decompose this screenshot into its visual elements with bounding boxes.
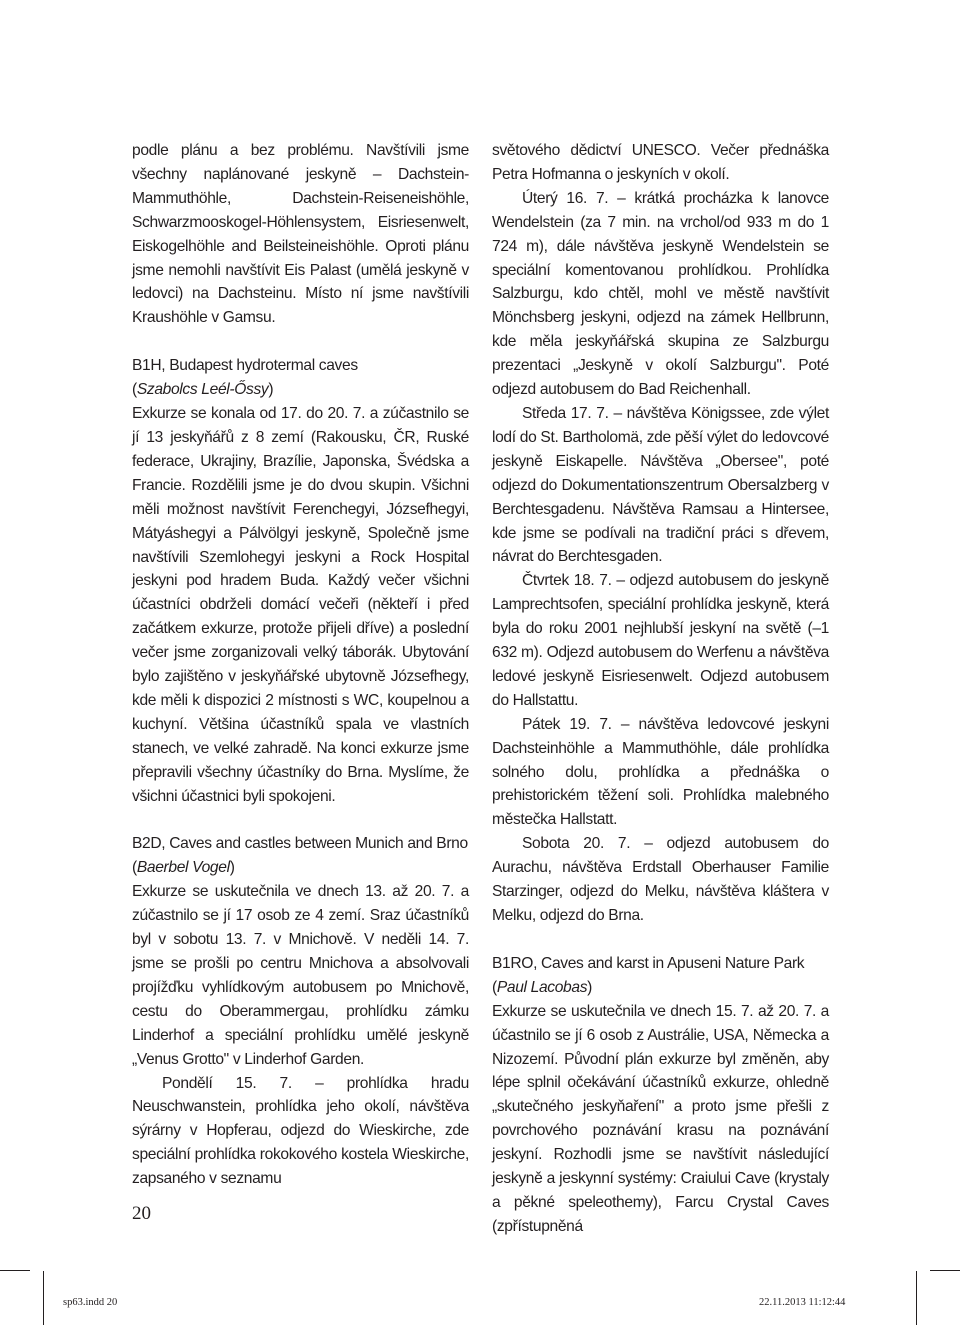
leader-name: Baerbel Vogel (136, 859, 230, 877)
paragraph: Úterý 16. 7. – krátká procházka k lanovce Wendelstein (za 7 min. na vrchol/od 933 m do 1 724 m), dále návštěva jeskyně Wendelstein se speciální komentovanou prohlídkou. Prohlídka Salzburgu, kdo chtěl, mohl ve městě navštívit Mönchsberg jeskyni, odjezd na zámek Hellbrunn, kde měla jeskyňářská skupina ze Salzburgu prezentaci „Jeskyně v okolí Salzburgu". Poté odjezd autobusem do Bad Reichenhall. (492, 189, 829, 399)
page-number: 20 (132, 1203, 151, 1224)
paragraph: podle plánu a bez problému. Navštívili jsme všechny naplánované jeskyně – Dachstein-Mammuthöhle, Dachstein-Reiseneishöhle, Schwarzmooskogel-Höhlensystem, Eisriesenwelt, Eiskogelhöhle and Beilsteineishöhle. Oproti plánu jsme nemohli navštívit Eis Palast (umělá jeskyně v ledovci) na Dachsteinu. Místo ní jsme navštívili Kraushöhle v Gamsu. (132, 142, 469, 327)
paragraph: Pondělí 15. 7. – prohlídka hradu Neuschwanstein, prohlídka jeho okolí, návštěva sýrárny v Hopferau, odjezd do Wieskirche, zde speciální prohlídka rokokového kostela Wieskirche, zapsaného v seznamu (132, 1074, 469, 1188)
right-column (492, 139, 829, 1239)
paragraph: Čtvrtek 18. 7. – odjezd autobusem do jeskyně Lamprechtsofen, speciální prohlídka jeskyně, která byla do roku 2001 nejhlubší jeskyní na světě (–1 632 m). Odjezd autobusem do Werfenu a návštěva ledové jeskyně Eisriesenwelt. Odjezd autobusem do Hallstattu. (492, 572, 829, 709)
left-column (132, 139, 469, 1191)
paragraph: Středa 17. 7. – návštěva Königssee, zde výlet lodí do St. Bartholomä, zde pěší výlet do ledovcové jeskyně Eiskapelle. Návštěva „Obersee", poté odjezd do Dokumentationszentrum Obersalzberg v Berchtesgadenu. Návštěva Ramsau a Hintersee, kde jsme se podívali na tradiční práci s dřevem, návrat do Berchtesgaden. (492, 404, 829, 566)
section-leader: (Paul Lacobas) (492, 978, 592, 996)
crop-mark (916, 1271, 917, 1325)
paragraph: světového dědictví UNESCO. Večer přednáška Petra Hofmanna o jeskyních v okolí. (492, 142, 829, 183)
section-title: B1RO, Caves and karst in Apuseni Nature Park (492, 954, 805, 972)
section-leader: (Szabolcs Leél-Őssy) (132, 381, 274, 399)
paragraph: Sobota 20. 7. – odjezd autobusem do Aurachu, návštěva Erdstall Oberhauser Familie Starzinger, odjezd do Melku, návštěva kláštera v Melku, odjezd do Brna. (492, 835, 829, 924)
paragraph: Exkurze se konala od 17. do 20. 7. a zúčastnilo se jí 13 jeskyňářů z 8 zemí (Rakousku, ČR, Ruské federace, Ukrajiny, Brazílie, Japonska, Švédska a Francie. Rozdělili jsme je do dvou skupin. Všichni měli možnost navštívit Ferenchegyi, Józsefhegyi, Mátyáshegyi a Pálvölgyi jeskyně, Společně jsme navštívili Szemlohegyi jeskyni a Rock Hospital jeskyni pod hradem Buda. Každý večer všichni účastníci obdrželi domácí večeři (někteří i před začátkem exkurze, protože přijeli dříve) a poslední večer jsme zorganizovali velký táborák. Ubytování bylo zajištěno v jeskyňářské ubytovně Józsefhegy, kde měli k dispozici 2 místnosti s WC, koupelnou a kuchyní. Většina účastníků spala ve vlastních stanech, ve velké zahradě. Na konci exkurze jsme přepravili všechny účastníky do Brna. Myslíme, že všichni účastnici byli spokojeni. (132, 405, 469, 805)
paragraph: Exkurze se uskutečnila ve dnech 13. až 20. 7. a zúčastnilo se jí 17 osob ze 4 zemí. Sraz účastníků byl v sobotu 13. 7. v Mnichově. V neděli 14. 7. jsme se prošli po centru Mnichova a absolvovali projížďku vyhlídkovým autobusem po Mnichově, cestu do Oberammergau, prohlídku zámku Linderhof a speciální prohlídku umělé jeskyně „Venus Grotto" v Linderhof Garden. (132, 883, 469, 1068)
paragraph: Exkurze se uskutečnila ve dnech 15. 7. až 20. 7. a účastnilo se jí 6 osob z Austrálie, USA, Německa a Nizozemí. Původní plán exkurze byl změněn, aby lépe splnil očekávání účastníků exkurze, ohledně „skutečného jeskyňaření" a proto jsme přešli z povrchového poznávání krasu na poznávání jeskyní. Rozhodli jsme se navštívit následující jeskyně a jeskynní systémy: Craiului Cave (krystaly a pěkné speleothemy), Farcu Crystal Caves (zpřístupněná (492, 1002, 829, 1235)
crop-mark (930, 1270, 960, 1271)
section-title: B1H, Budapest hydrotermal caves (132, 357, 358, 375)
paragraph: Pátek 19. 7. – návštěva ledovcové jeskyni Dachsteinhöhle a Mammuthöhle, dále prohlídka solného dolu, prohlídka a přednáška o prehistorickém těžení soli. Prohlídka malebného městečka Hallstatt. (492, 715, 829, 829)
leader-name: Paul Lacobas (496, 978, 588, 996)
slug-filename: sp63.indd 20 (63, 1297, 118, 1308)
section-leader: (Baerbel Vogel) (132, 859, 235, 877)
slug-datetime: 22.11.2013 11:12:44 (759, 1297, 846, 1308)
section-title: B2D, Caves and castles between Munich and Brno (132, 835, 468, 853)
crop-mark (43, 1271, 44, 1325)
leader-name: Szabolcs Leél-Őssy (136, 381, 269, 399)
crop-mark (0, 1270, 30, 1271)
